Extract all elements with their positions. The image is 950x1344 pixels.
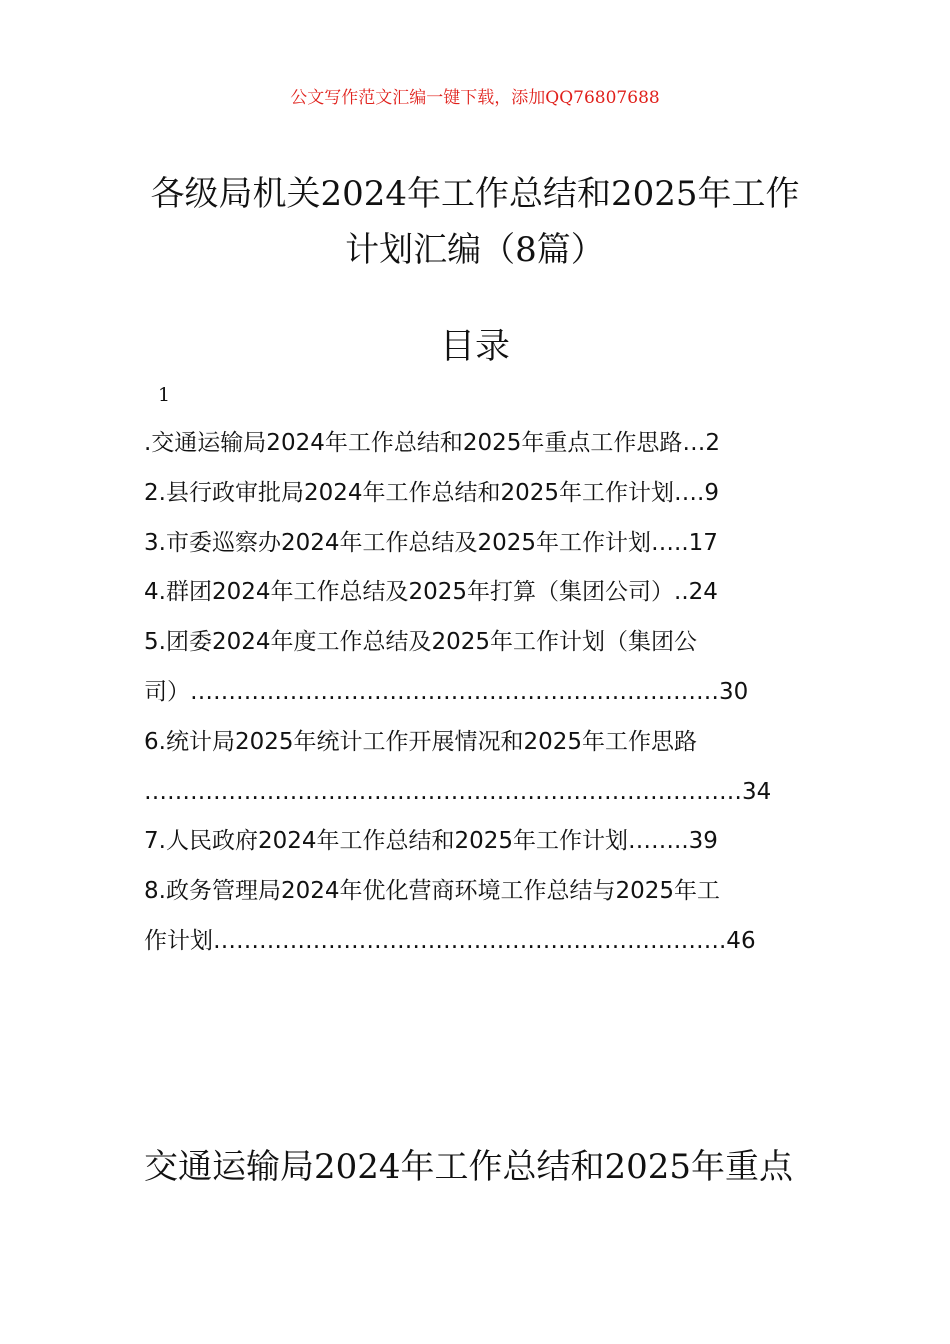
toc-entry-8-continued[interactable]: 作计划………………………………………………………….46: [144, 927, 756, 954]
section-title: 交通运输局2024年工作总结和2025年重点: [144, 1147, 794, 1187]
toc-entry-6[interactable]: 6.统计局2025年统计工作开展情况和2025年工作思路: [144, 728, 698, 755]
download-note: 公文写作范文汇编一键下载，添加QQ76807688: [290, 88, 660, 108]
document-title-line-1: 各级局机关2024年工作总结和2025年工作: [150, 174, 800, 214]
toc-entry-5[interactable]: 5.团委2024年度工作总结及2025年工作计划（集团公: [144, 629, 698, 656]
toc-entry-6-continued[interactable]: ……………………………………………………………………34: [144, 778, 772, 805]
document-title-line-2: 计划汇编（8篇）: [345, 230, 605, 270]
document-title: [140, 166, 810, 278]
toc-entry-8[interactable]: 8.政务管理局2024年优化营商环境工作总结与2025年工: [144, 878, 721, 905]
toc-entry-3[interactable]: 3.市委巡察办2024年工作总结及2025年工作计划…..17: [144, 529, 718, 556]
table-of-contents: [144, 419, 808, 967]
toc-entry-1[interactable]: .交通运输局2024年工作总结和2025年重点工作思路…2: [144, 430, 721, 456]
toc-number: 1: [158, 384, 171, 406]
toc-entry-5-continued[interactable]: 司）……………………………………………………………30: [144, 678, 749, 705]
toc-entry-2[interactable]: 2.县行政审批局2024年工作总结和2025年工作计划….9: [144, 479, 719, 506]
toc-heading: 目录: [439, 327, 510, 367]
toc-entry-7[interactable]: 7.人民政府2024年工作总结和2025年工作计划……..39: [144, 828, 718, 855]
toc-entry-4[interactable]: 4.群团2024年工作总结及2025年打算（集团公司）..24: [144, 579, 718, 606]
